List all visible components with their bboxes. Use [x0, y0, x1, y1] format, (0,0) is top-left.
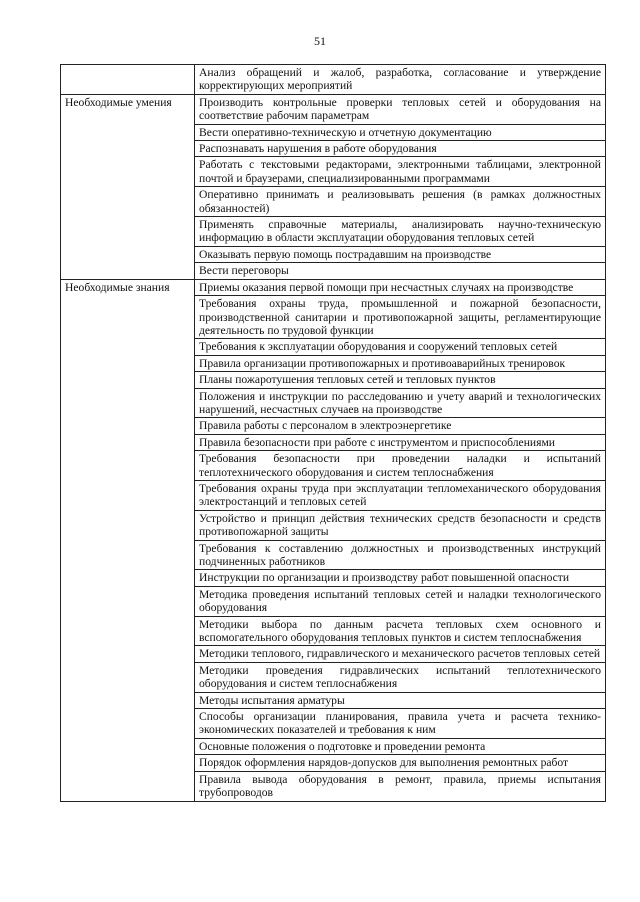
- table-item: Распознавать нарушения в работе оборудования: [195, 141, 606, 157]
- table-item: Методики выбора по данным расчета тепловых схем основного и вспомогательного оборудования тепловых пунктов и систем теплоснабжения: [195, 616, 606, 646]
- table-item: Вести оперативно-техническую и отчетную документацию: [195, 124, 606, 140]
- table-row: [61, 65, 606, 95]
- table-item: Инструкции по организации и производству работ повышенной опасности: [195, 570, 606, 586]
- table-item: Методика проведения испытаний тепловых сетей и наладки технологического оборудования: [195, 586, 606, 616]
- table-item: Положения и инструкции по расследованию и учету аварий и технологических нарушений, несчастных случаев на производстве: [195, 388, 606, 418]
- table-row: [61, 94, 606, 124]
- table-item: Требования охраны труда, промышленной и пожарной безопасности, производственной санитарии и противопожарной защиты, регламентирующие деятельность по трудовой функции: [195, 296, 606, 339]
- table-item: Вести переговоры: [195, 263, 606, 279]
- page-number: 51: [314, 34, 326, 48]
- table-item: Требования к эксплуатации оборудования и сооружений тепловых сетей: [195, 339, 606, 355]
- table-item: Требования безопасности при проведении наладки и испытаний теплотехнического оборудования и систем теплоснабжения: [195, 451, 606, 481]
- table-item: Планы пожаротушения тепловых сетей и тепловых пунктов: [195, 372, 606, 388]
- section-label: Необходимые знания: [61, 279, 195, 801]
- table-item: Правила организации противопожарных и противоаварийных тренировок: [195, 355, 606, 371]
- table-item: Требования охраны труда при эксплуатации тепломеханического оборудования электростанций и тепловых сетей: [195, 480, 606, 510]
- table-item: Порядок оформления нарядов-допусков для выполнения ремонтных работ: [195, 755, 606, 771]
- table-item: Методики теплового, гидравлического и механического расчетов тепловых сетей: [195, 646, 606, 662]
- competency-table: [60, 64, 606, 802]
- section-label: [61, 65, 195, 95]
- table-item: Основные положения о подготовке и проведении ремонта: [195, 738, 606, 754]
- table-item: Правила безопасности при работе с инструментом и приспособлениями: [195, 434, 606, 450]
- table-item: Правила вывода оборудования в ремонт, правила, приемы испытания трубопроводов: [195, 771, 606, 801]
- table-item: Производить контрольные проверки тепловых сетей и оборудования на соответствие рабочим параметрам: [195, 94, 606, 124]
- table-row: [61, 279, 606, 295]
- table-item: Способы организации планирования, правила учета и расчета технико-экономических показателей и требования к ним: [195, 709, 606, 739]
- table-item: Методы испытания арматуры: [195, 692, 606, 708]
- table-item: Устройство и принцип действия технических средств безопасности и средств противопожарной защиты: [195, 510, 606, 540]
- table-item: Методики проведения гидравлических испытаний теплотехнического оборудования и систем теплоснабжения: [195, 662, 606, 692]
- table-item: Оказывать первую помощь пострадавшим на производстве: [195, 246, 606, 262]
- table-item: Анализ обращений и жалоб, разработка, согласование и утверждение корректирующих мероприятий: [195, 65, 606, 95]
- section-label: Необходимые умения: [61, 94, 195, 279]
- table-item: Работать с текстовыми редакторами, электронными таблицами, электронной почтой и браузерами, специализированными программами: [195, 157, 606, 187]
- table-item: Оперативно принимать и реализовывать решения (в рамках должностных обязанностей): [195, 187, 606, 217]
- table-item: Приемы оказания первой помощи при несчастных случаях на производстве: [195, 279, 606, 295]
- table-item: Применять справочные материалы, анализировать научно-техническую информацию в области эксплуатации оборудования тепловых сетей: [195, 217, 606, 247]
- table-item: Правила работы с персоналом в электроэнергетике: [195, 418, 606, 434]
- competency-table-body: [61, 65, 606, 802]
- table-item: Требования к составлению должностных и производственных инструкций подчиненных работников: [195, 540, 606, 570]
